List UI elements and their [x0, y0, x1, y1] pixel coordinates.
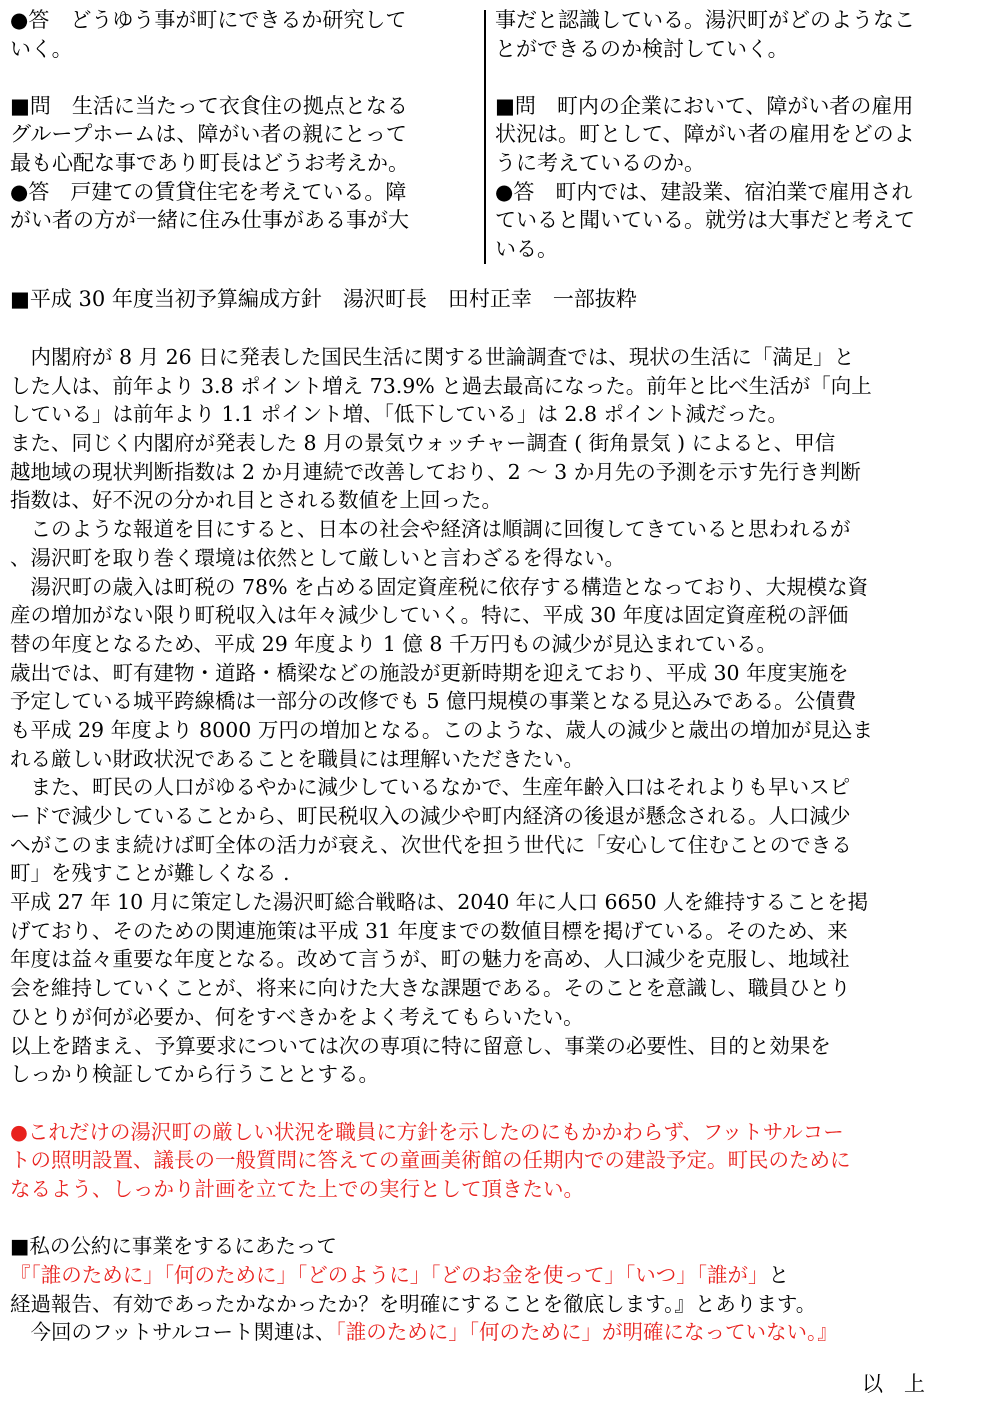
- pledge-quote-tail: と: [768, 1263, 789, 1287]
- budget-line: また、同じく内閣府が発表した 8 月の景気ウォッチャー調査 ( 街角景気 ) によると、甲信: [10, 431, 836, 456]
- qa-line: いる。: [495, 236, 558, 261]
- budget-line: 湯沢町の歳入は町税の 78% を占める固定資産税に依存する構造となっており、大規模な資: [10, 574, 869, 599]
- budget-line: しっかり検証してから行うこととする。: [10, 1062, 379, 1087]
- qa-line: ●答 戸建ての賃貸住宅を考えている。障: [10, 179, 407, 204]
- budget-line: 指数は、好不況の分かれ目とされる数値を上回った。: [10, 488, 502, 513]
- qa-line: とができるのか検討していく。: [495, 36, 789, 61]
- budget-line: 平成 27 年 10 月に策定した湯沢町総合戦略は、2040 年に人口 6650 人を維持することを掲: [10, 890, 869, 915]
- budget-line: も平成 29 年度より 8000 万円の増加となる。このような、歳人の減少と歳出の増加が見込ま: [10, 717, 873, 742]
- budget-line: 、湯沢町を取り巻く環境は依然として厳しいと言わざるを得ない。: [10, 545, 625, 570]
- qa-line: 状況は。町として、障がい者の雇用をどのよ: [495, 122, 915, 147]
- budget-line: 町」を残すことが難しくなる .: [10, 861, 290, 886]
- budget-line: している」は前年より 1.1 ポイント増、「低下している」は 2.8 ポイント減だった。: [10, 402, 789, 427]
- comment-line: ●これだけの湯沢町の厳しい状況を職員に方針を示したのにもかかわらず、フットサルコー: [10, 1119, 844, 1144]
- budget-line: した人は、前年より 3.8 ポイント増え 73.9% と過去最高になった。前年と比べ生活が「向上: [10, 373, 872, 398]
- budget-line: 産の増加がない限り町税収入は年々減少していく。特に、平成 30 年度は固定資産税の評価: [10, 603, 849, 628]
- qa-line: ●答 町内では、建設業、宿泊業で雇用され: [495, 179, 913, 204]
- budget-line: へがこのまま続けば町全体の活力が衰え、次世代を担う世代に「安心して住むことのできる: [10, 832, 852, 857]
- budget-heading: ■平成 30 年度当初予算編成方針 湯沢町長 田村正幸 一部抜粋: [10, 287, 637, 311]
- pledge-conclusion-line: [10, 1318, 985, 1347]
- comment-paragraph: [10, 1118, 985, 1204]
- budget-line: 替の年度となるため、平成 29 年度より 1 億 8 千万円もの減少が見込まれている。: [10, 631, 777, 656]
- budget-line: また、町民の人口がゆるやかに減少しているなかで、生産年齢入口はそれよりも早いスピ: [10, 775, 851, 800]
- qa-section: [10, 6, 985, 262]
- pledge-quote-red: 『「誰のために」「何のために」「どのように」「どのお金を使って」「いつ」「誰が」: [10, 1263, 769, 1287]
- budget-line: 内閣府が 8 月 26 日に発表した国民生活に関する世論調査では、現状の生活に「満足」と: [10, 345, 855, 369]
- budget-line: 歳出では、町有建物・道路・橋梁などの施設が更新時期を迎えており、平成 30 年度実施を: [10, 660, 849, 685]
- qa-line: うに考えているのか。: [495, 150, 705, 175]
- qa-blank-line: [495, 63, 977, 92]
- budget-line: このような報道を目にすると、日本の社会や経済は順調に回復してきていると思われるが: [10, 517, 851, 542]
- budget-line: 予定している城平跨線橋は一部分の改修でも 5 億円規模の事業となる見込みである。公債費: [10, 689, 857, 714]
- qa-line: 事だと認識している。湯沢町がどのようなこ: [495, 8, 915, 32]
- pledge-heading: ■私の公約に事業をするにあたって: [10, 1234, 337, 1259]
- qa-blank-line: [10, 63, 472, 92]
- qa-right-column: [495, 6, 977, 263]
- budget-line: 年度は益々重要な年度となる。改めて言うが、町の魅力を高め、人口減少を克服し、地域社: [10, 947, 850, 972]
- qa-line: ●答 どうゆう事が町にできるか研究して: [10, 8, 407, 32]
- spacer: [10, 1089, 985, 1118]
- budget-line: れる厳しい財政状況であることを職員には理解いただきたい。: [10, 746, 584, 771]
- qa-line: グループホームは、障がい者の親にとって: [10, 122, 407, 147]
- comment-line: なるよう、しっかり計画を立てた上での実行として頂きたい。: [10, 1176, 584, 1201]
- qa-line: ■問 生活に当たって衣食住の拠点となる: [10, 93, 408, 118]
- budget-line: げており、そのための関連施策は平成 31 年度までの数値目標を掲げている。そのため、来: [10, 918, 848, 943]
- budget-line: 会を維持していくことが、将来に向けた大きな課題である。そのことを意識し、職員ひとり: [10, 976, 851, 1001]
- pledge-quote-line: [10, 1261, 985, 1290]
- qa-line: ■問 町内の企業において、障がい者の雇用: [495, 93, 914, 118]
- budget-line: ードで減少していることから、町民税収入の減少や町内経済の後退が懸念される。人口減少: [10, 804, 851, 828]
- budget-line: ひとりが何が必要か、何をすべきかをよく考えてもらいたい。: [10, 1004, 584, 1029]
- document-body: [10, 343, 985, 1347]
- budget-excerpt: [10, 343, 985, 1089]
- pledge-line: 経過報告、有効であったかなかったか？を明確にすることを徹底します。』とあります。: [10, 1291, 817, 1316]
- budget-line: 以上を踏まえ、予算要求については次の専項に特に留意し、事業の必要性、目的と効果を: [10, 1033, 831, 1058]
- qa-line: いく。: [10, 36, 73, 61]
- pledge-conclusion-red: 「誰のために」「何のために」が明確になっていない。』: [335, 1320, 838, 1345]
- comment-line: トの照明設置、議長の一般質問に答えての童画美術館の任期内での建設予定。町民のために: [10, 1148, 851, 1173]
- qa-line: 最も心配な事であり町長はどうお考えか。: [10, 150, 409, 175]
- closing-mark: 以 上: [862, 1372, 925, 1396]
- column-divider: [484, 10, 486, 264]
- spacer: [10, 1204, 985, 1233]
- budget-line: 越地域の現状判断指数は 2 か月連続で改善しており、2 ～ 3 か月先の予測を示す先行き判断: [10, 459, 861, 484]
- qa-left-column: [10, 6, 472, 235]
- pledge-conclusion-prefix: 今回のフットサルコート関連は、: [10, 1320, 336, 1345]
- pledge-section: [10, 1232, 985, 1347]
- qa-line: ていると聞いている。就労は大事だと考えて: [495, 208, 915, 233]
- qa-line: がい者の方が一緒に住み仕事がある事が大: [10, 208, 409, 233]
